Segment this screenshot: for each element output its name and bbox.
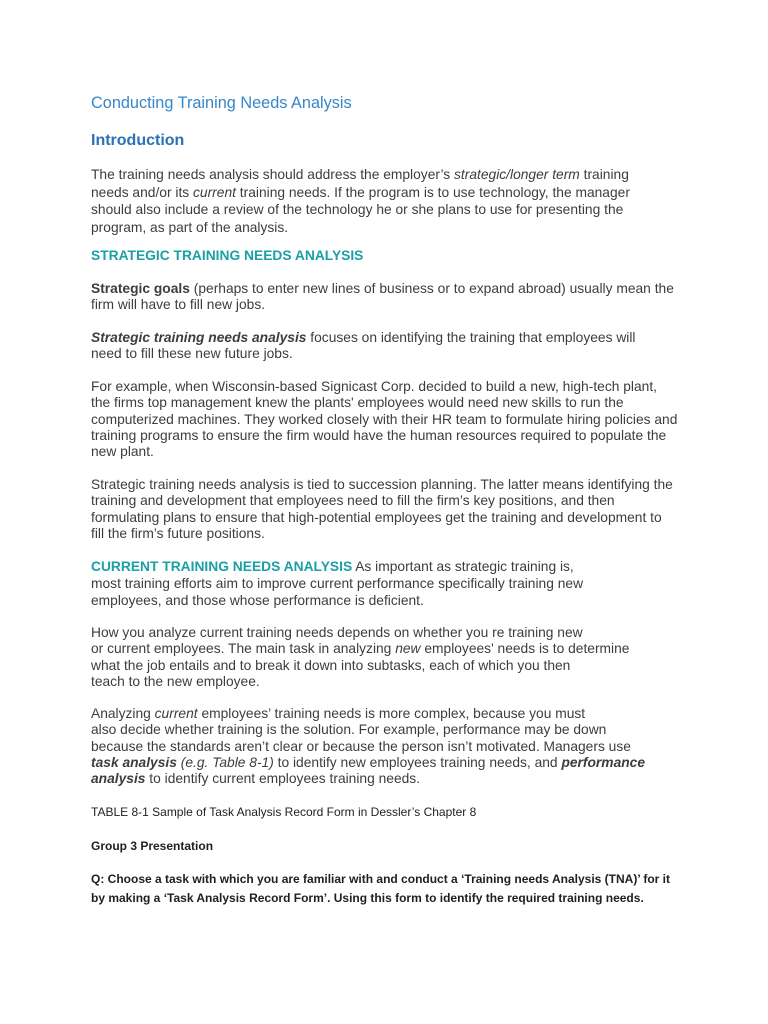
- paragraph-line: [91, 641, 629, 657]
- text-run: As important as strategic training is,: [352, 558, 574, 574]
- group-label: Group 3 Presentation: [91, 839, 214, 853]
- paragraph-line: [91, 625, 629, 641]
- paragraph-line: [91, 755, 645, 771]
- text-run: or current employees. The main task in analyzing: [91, 641, 396, 657]
- strategic-goals-paragraph: [91, 281, 674, 314]
- current-tna-paragraph: [91, 558, 583, 609]
- text-run: formulating plans to ensure that high-potential employees get the training and development to: [91, 509, 662, 525]
- bold-italic-term: task analysis: [91, 754, 177, 770]
- paragraph-line: [91, 674, 629, 690]
- bold-italic-term: Strategic training needs analysis: [91, 330, 307, 345]
- italic-term: current: [193, 184, 236, 200]
- paragraph-line: [91, 444, 677, 460]
- text-run: training: [579, 167, 629, 182]
- paragraph-line: [91, 330, 635, 346]
- text-run: computerized machines. They worked closely with their HR team to formulate hiring policies and: [91, 411, 678, 427]
- table-caption: TABLE 8-1 Sample of Task Analysis Record Form in Dessler’s Chapter 8: [91, 805, 477, 819]
- paragraph-line: [91, 739, 645, 755]
- paragraph-line: [91, 658, 629, 674]
- text-run: teach to the new employee.: [91, 673, 260, 689]
- text-run: needs and/or its: [91, 184, 194, 200]
- paragraph-line: [91, 412, 677, 428]
- paragraph-line: [91, 166, 630, 184]
- text-run: The training needs analysis should address the employer’s: [91, 167, 455, 182]
- paragraph-line: [91, 592, 583, 609]
- text-run: training needs. If the program is to use technology, the manager: [235, 184, 630, 200]
- strategic-section-heading: STRATEGIC TRAINING NEEDS ANALYSIS: [91, 248, 364, 263]
- text-run: employees’ training needs is more complex, because you must: [197, 706, 586, 721]
- italic-term: new: [395, 641, 421, 657]
- paragraph-line: [91, 346, 635, 362]
- paragraph-line: [91, 297, 674, 313]
- text-run: the firms top management knew the plants' employees would need new skills to run the: [91, 395, 624, 411]
- paragraph-line: [91, 184, 630, 202]
- bold-term: Strategic goals: [91, 281, 190, 296]
- paragraph-line: [91, 493, 673, 509]
- strategic-tna-paragraph: [91, 330, 635, 363]
- text-run: (perhaps to enter new lines of business or to expand abroad) usually mean the: [189, 281, 674, 296]
- paragraph-line: [91, 510, 673, 526]
- bold-italic-term: performance: [561, 754, 646, 770]
- paragraph-line: [91, 219, 630, 237]
- current-employees-paragraph: [91, 706, 645, 787]
- paragraph-line: [91, 281, 674, 297]
- text-run: focuses on identifying the training that employees will: [306, 330, 636, 345]
- text-run: For example, when Wisconsin-based Signicast Corp. decided to build a new, high-tech plant,: [91, 379, 657, 394]
- text-run: because the standards aren’t clear or because the person isn’t motivated. Managers use: [91, 738, 631, 754]
- current-section-heading: CURRENT TRAINING NEEDS ANALYSIS: [91, 558, 353, 574]
- paragraph-line: [91, 395, 677, 411]
- text-run: training programs to ensure the firm would have the human resources required to populate the: [91, 427, 667, 443]
- paragraph-line: [91, 575, 583, 592]
- text-run: to identify current employees training needs.: [145, 771, 421, 787]
- paragraph-line: [91, 706, 645, 722]
- signicast-example-paragraph: [91, 379, 677, 460]
- paragraph-line: [91, 771, 645, 787]
- text-run: new plant.: [91, 444, 154, 460]
- document-title: Conducting Training Needs Analysis: [91, 94, 352, 112]
- question-line: by making a ‘Task Analysis Record Form’. Using this form to identify the required training needs.: [91, 890, 644, 905]
- paragraph-line: [91, 558, 583, 575]
- bold-italic-term: analysis: [91, 771, 146, 787]
- question-line: Q: Choose a task with which you are familiar with and conduct a ‘Training needs Analysis (TNA)’ for it: [91, 871, 670, 886]
- italic-term: (e.g. Table 8-1): [176, 754, 274, 770]
- assignment-question: [91, 870, 670, 908]
- text-run: training and development that employees need to fill the firm’s key positions, and then: [91, 493, 615, 509]
- introduction-heading: Introduction: [91, 132, 185, 149]
- text-run: to identify new employees training needs, and: [273, 754, 562, 770]
- text-run: How you analyze current training needs depends on whether you re training new: [91, 625, 583, 640]
- paragraph-line: [91, 428, 677, 444]
- text-run: employees, and those whose performance is deficient.: [91, 592, 424, 608]
- text-run: program, as part of the analysis.: [91, 219, 289, 235]
- text-run: also decide whether training is the solution. For example, performance may be down: [91, 722, 607, 738]
- text-run: firm will have to fill new jobs.: [91, 297, 266, 313]
- paragraph-line: [91, 526, 673, 542]
- text-run: need to fill these new future jobs.: [91, 346, 293, 362]
- text-run: Strategic training needs analysis is tied to succession planning. The latter means identifying the: [91, 477, 673, 492]
- introduction-paragraph: [91, 166, 630, 236]
- succession-planning-paragraph: [91, 477, 673, 542]
- italic-term: strategic/longer term: [454, 167, 580, 182]
- paragraph-line: [91, 201, 630, 219]
- text-run: should also include a review of the technology he or she plans to use for presenting the: [91, 202, 624, 218]
- new-employees-paragraph: [91, 625, 629, 690]
- paragraph-line: [91, 379, 677, 395]
- text-run: Analyzing: [91, 706, 155, 721]
- text-run: employees' needs is to determine: [420, 641, 630, 657]
- paragraph-line: [91, 722, 645, 738]
- text-run: most training efforts aim to improve current performance specifically training new: [91, 575, 584, 591]
- text-run: fill the firm’s future positions.: [91, 525, 265, 541]
- paragraph-line: [91, 477, 673, 493]
- italic-term: current: [154, 706, 198, 721]
- text-run: what the job entails and to break it down into subtasks, each of which you then: [91, 657, 571, 673]
